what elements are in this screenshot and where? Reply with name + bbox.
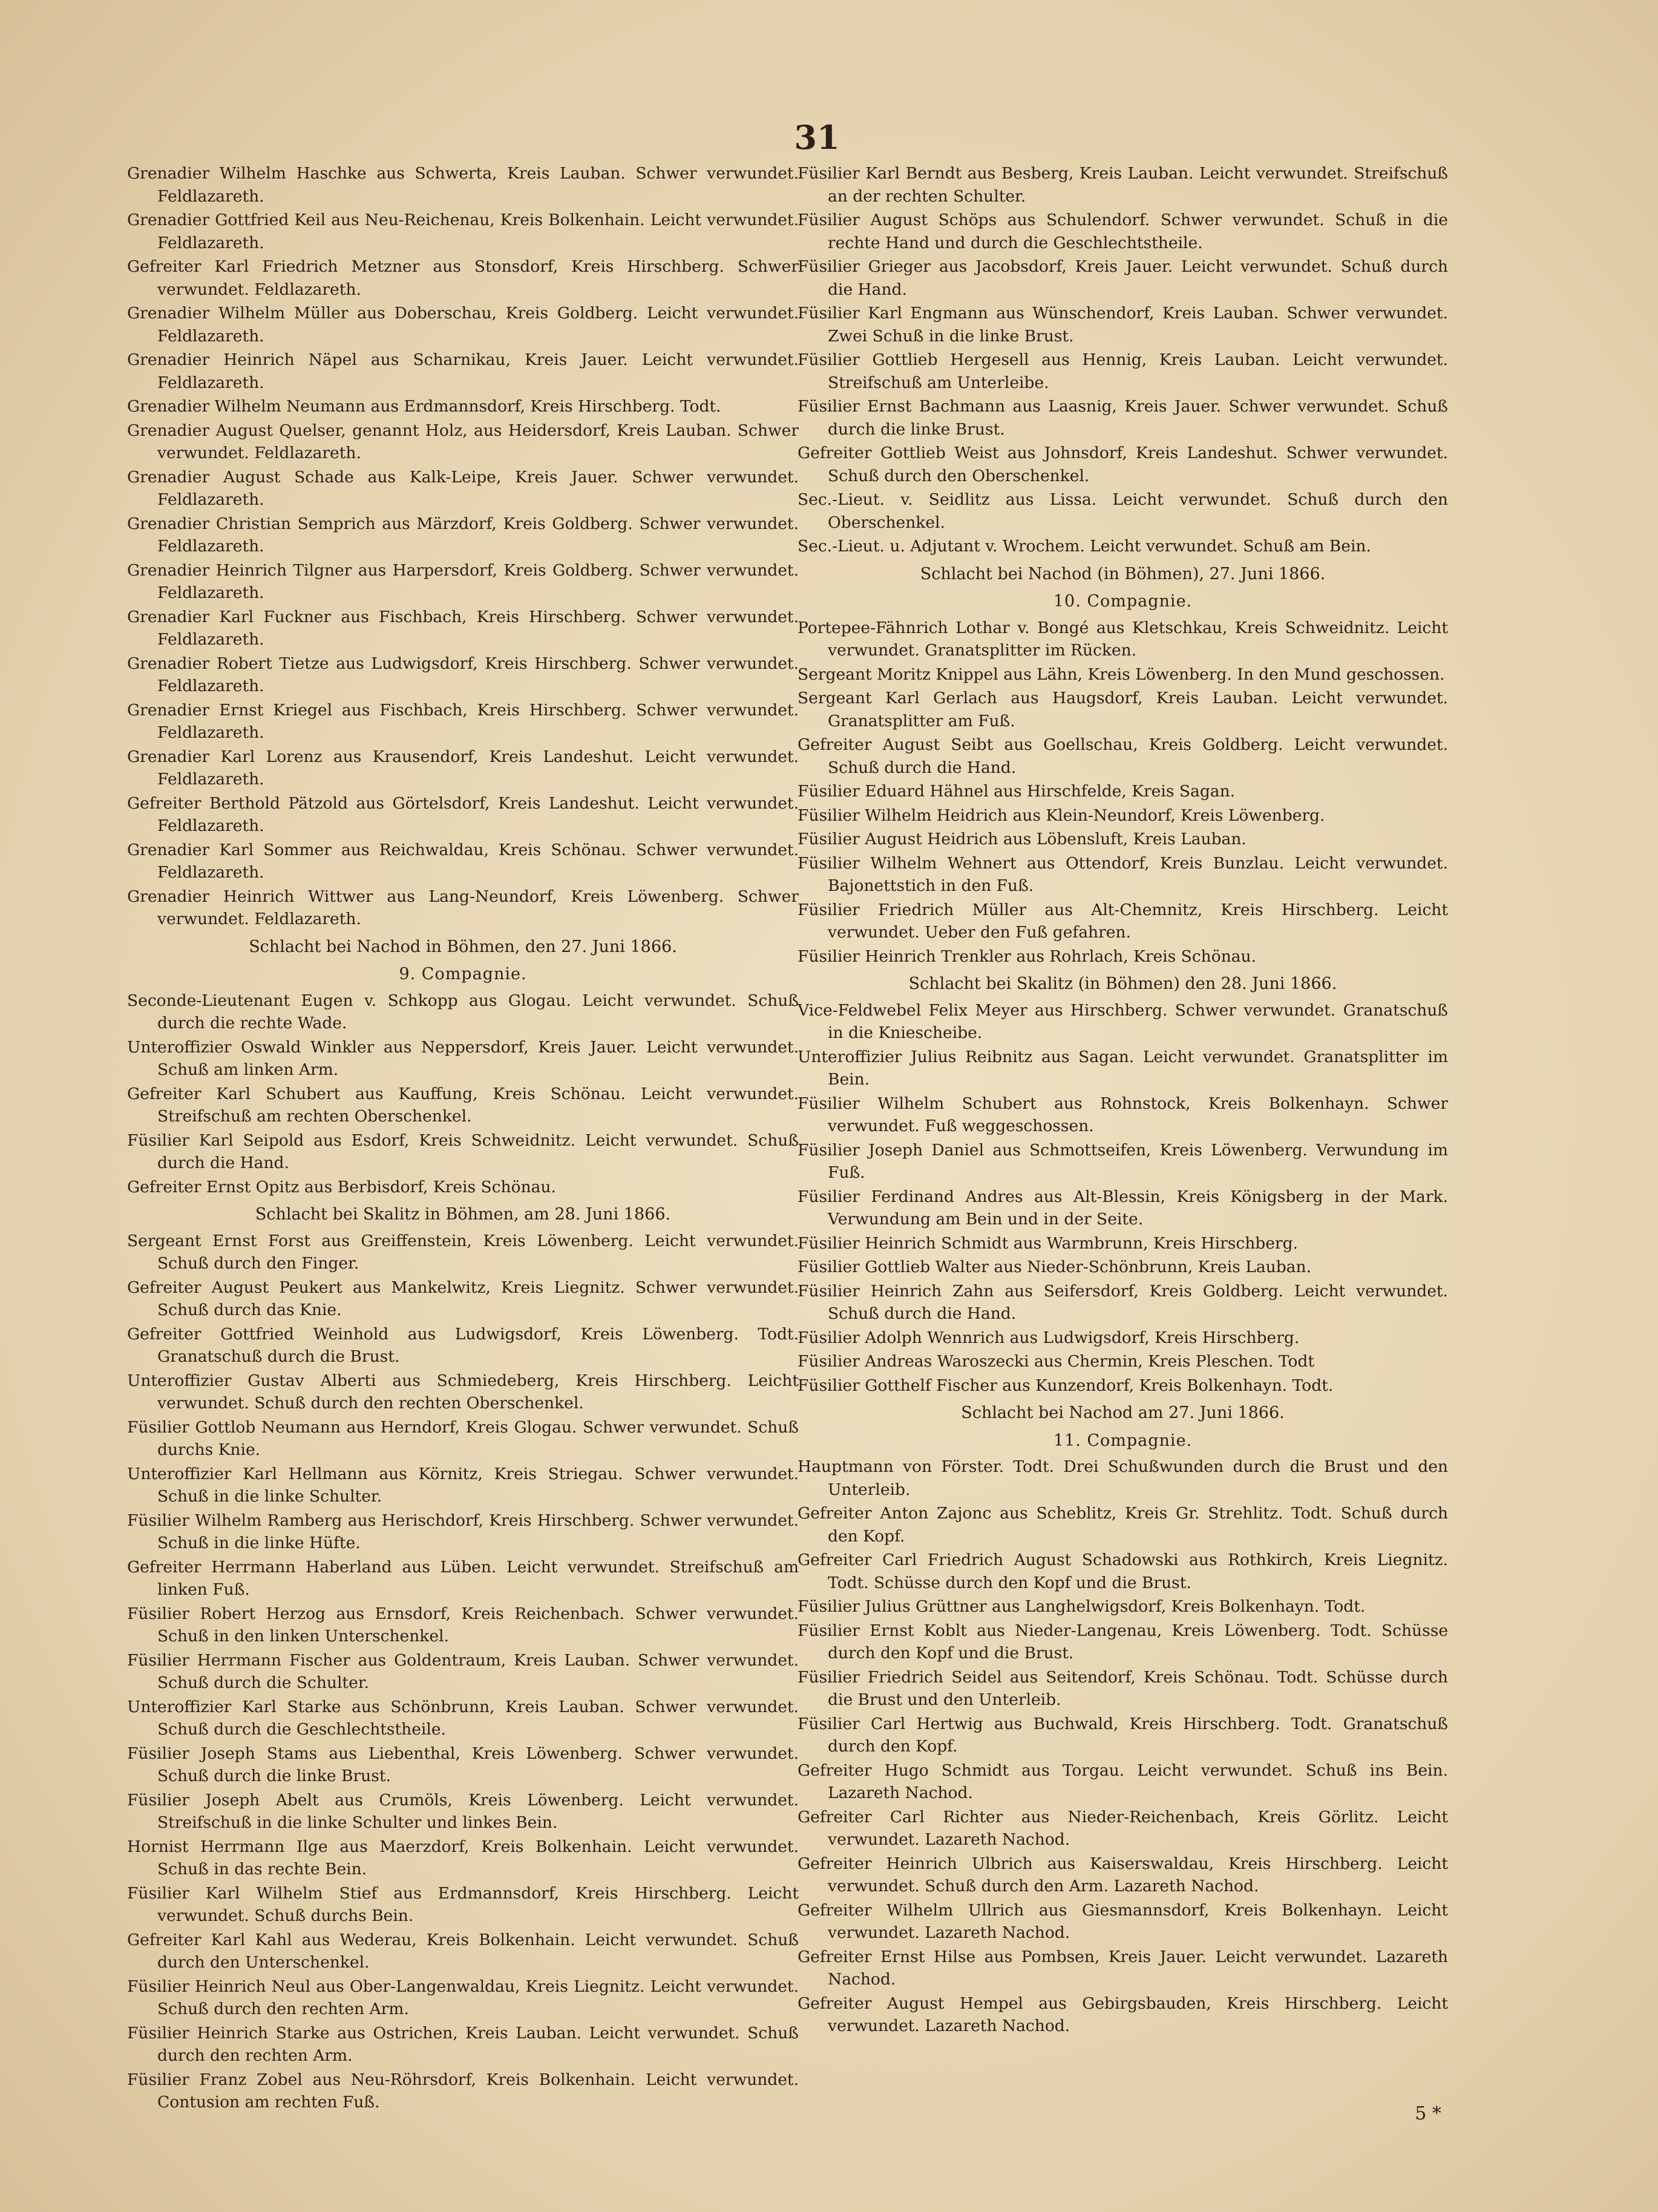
casualty-entry: Grenadier Karl Fuckner aus Fischbach, Kreis Hirschberg. Schwer verwundet. Feldlazareth.	[127, 607, 799, 649]
casualty-entry: Sec.-Lieut. v. Seidlitz aus Lissa. Leicht verwundet. Schuß durch den Oberschenkel.	[798, 490, 1448, 532]
casualty-entry: Seconde-Lieutenant Eugen v. Schkopp aus Glogau. Leicht verwundet. Schuß durch die rechte Wade.	[127, 991, 799, 1032]
casualty-entry: Gefreiter Karl Schubert aus Kauffung, Kreis Schönau. Leicht verwundet. Streifschuß am rechten Oberschenkel.	[127, 1084, 799, 1126]
casualty-entry: Füsilier Ferdinand Andres aus Alt-Blessin, Kreis Königsberg in der Mark. Verwundung am Bein und in der Seite.	[798, 1187, 1448, 1229]
casualty-entry: Grenadier Karl Sommer aus Reichwaldau, Kreis Schönau. Schwer verwundet. Feldlazareth.	[127, 840, 799, 882]
right-column	[798, 162, 1448, 2039]
casualty-entry: Gefreiter Karl Friedrich Metzner aus Stonsdorf, Kreis Hirschberg. Schwer verwundet. Feldlazareth.	[127, 257, 799, 299]
casualty-entry: Sergeant Ernst Forst aus Greiffenstein, Kreis Löwenberg. Leicht verwundet. Schuß durch den Finger.	[127, 1231, 799, 1273]
casualty-entry: Grenadier Christian Semprich aus Märzdorf, Kreis Goldberg. Schwer verwundet. Feldlazareth.	[127, 514, 799, 556]
casualty-entry: Füsilier Adolph Wennrich aus Ludwigsdorf, Kreis Hirschberg.	[798, 1328, 1300, 1347]
casualty-entry: Gefreiter Wilhelm Ullrich aus Giesmannsdorf, Kreis Bolkenhayn. Leicht verwundet. Lazareth Nachod.	[798, 1900, 1448, 1942]
casualty-entry: Füsilier Friedrich Seidel aus Seitendorf, Kreis Schönau. Todt. Schüsse durch die Brust und den Unterleib.	[798, 1667, 1448, 1709]
casualty-entry: Füsilier Franz Zobel aus Neu-Röhrsdorf, Kreis Bolkenhain. Leicht verwundet. Contusion am rechten Fuß.	[127, 2070, 799, 2112]
casualty-entry: Grenadier Wilhelm Haschke aus Schwerta, Kreis Lauban. Schwer verwundet. Feldlazareth.	[127, 164, 799, 206]
casualty-entry: Hornist Herrmann Ilge aus Maerzdorf, Kreis Bolkenhain. Leicht verwundet. Schuß in das rechte Bein.	[127, 1837, 799, 1879]
casualty-entry: Füsilier Heinrich Starke aus Ostrichen, Kreis Lauban. Leicht verwundet. Schuß durch den rechten Arm.	[127, 2023, 799, 2065]
casualty-entry: Füsilier Herrmann Fischer aus Goldentraum, Kreis Lauban. Schwer verwundet. Schuß durch die Schulter.	[127, 1650, 799, 1692]
casualty-entry: Gefreiter Gottfried Weinhold aus Ludwigsdorf, Kreis Löwenberg. Todt. Granatschuß durch die Brust.	[127, 1324, 799, 1366]
casualty-entry: Grenadier Karl Lorenz aus Krausendorf, Kreis Landeshut. Leicht verwundet. Feldlazareth.	[127, 747, 799, 789]
casualty-entry: Grenadier Robert Tietze aus Ludwigsdorf, Kreis Hirschberg. Schwer verwundet. Feldlazareth.	[127, 654, 799, 695]
casualty-entry: Füsilier Karl Engmann aus Wünschendorf, Kreis Lauban. Schwer verwundet. Zwei Schuß in die linke Brust.	[798, 304, 1448, 346]
casualty-entry: Portepee-Fähnrich Lothar v. Bongé aus Kletschkau, Kreis Schweidnitz. Leicht verwundet. Granatsplitter im Rücken.	[798, 618, 1448, 660]
casualty-entry: Füsilier Heinrich Neul aus Ober-Langenwaldau, Kreis Liegnitz. Leicht verwundet. Schuß durch den rechten Arm.	[127, 1977, 799, 2018]
casualty-entry: Füsilier Wilhelm Ramberg aus Herischdorf, Kreis Hirschberg. Schwer verwundet. Schuß in die linke Hüfte.	[127, 1511, 799, 1552]
casualty-entry: Füsilier Gottlieb Walter aus Nieder-Schönbrunn, Kreis Lauban.	[798, 1258, 1311, 1276]
casualty-entry: Grenadier Heinrich Wittwer aus Lang-Neundorf, Kreis Löwenberg. Schwer verwundet. Feldlazareth.	[127, 887, 799, 928]
casualty-entry: Gefreiter August Peukert aus Mankelwitz, Kreis Liegnitz. Schwer verwundet. Schuß durch das Knie.	[127, 1278, 799, 1319]
casualty-entry: Füsilier Friedrich Müller aus Alt-Chemnitz, Kreis Hirschberg. Leicht verwundet. Ueber den Fuß gefahren.	[798, 900, 1448, 942]
casualty-entry: Sergeant Moritz Knippel aus Lähn, Kreis Löwenberg. In den Mund geschossen.	[798, 665, 1445, 684]
page-number: 31	[794, 118, 840, 157]
casualty-entry: Unteroffizier Gustav Alberti aus Schmiedeberg, Kreis Hirschberg. Leicht verwundet. Schuß durch den rechten Oberschenkel.	[127, 1371, 799, 1413]
battle-heading: Schlacht bei Nachod am 27. Juni 1866.	[961, 1403, 1285, 1422]
casualty-entry: Gefreiter Heinrich Ulbrich aus Kaiserswaldau, Kreis Hirschberg. Leicht verwundet. Schuß durch den Arm. Lazareth Nachod.	[798, 1854, 1448, 1895]
company-heading: 11. Compagnie.	[1053, 1431, 1193, 1450]
casualty-entry: Gefreiter Karl Kahl aus Wederau, Kreis Bolkenhain. Leicht verwundet. Schuß durch den Unterschenkel.	[127, 1930, 799, 1972]
casualty-entry: Füsilier Julius Grüttner aus Langhelwigsdorf, Kreis Bolkenhayn. Todt.	[798, 1597, 1366, 1616]
casualty-entry: Gefreiter Ernst Opitz aus Berbisdorf, Kreis Schönau.	[127, 1177, 556, 1196]
casualty-entry: Unteroffizier Oswald Winkler aus Neppersdorf, Kreis Jauer. Leicht verwundet. Schuß am linken Arm.	[127, 1037, 799, 1079]
casualty-entry: Füsilier August Heidrich aus Löbensluft, Kreis Lauban.	[798, 830, 1247, 848]
casualty-entry: Gefreiter Berthold Pätzold aus Görtelsdorf, Kreis Landeshut. Leicht verwundet. Feldlazareth.	[127, 793, 799, 835]
casualty-entry: Grenadier Heinrich Näpel aus Scharnikau, Kreis Jauer. Leicht verwundet. Feldlazareth.	[127, 350, 799, 392]
left-column	[127, 162, 799, 2115]
signature-mark: 5 *	[1415, 2103, 1441, 2124]
casualty-entry: Füsilier Heinrich Trenkler aus Rohrlach, Kreis Schönau.	[798, 947, 1257, 966]
casualty-entry: Füsilier Karl Wilhelm Stief aus Erdmannsdorf, Kreis Hirschberg. Leicht verwundet. Schuß durchs Bein.	[127, 1883, 799, 1925]
battle-heading: Schlacht bei Skalitz (in Böhmen) den 28. Juni 1866.	[908, 974, 1337, 993]
casualty-entry: Vice-Feldwebel Felix Meyer aus Hirschberg. Schwer verwundet. Granatschuß in die Kniescheibe.	[798, 1000, 1448, 1042]
casualty-entry: Füsilier Wilhelm Wehnert aus Ottendorf, Kreis Bunzlau. Leicht verwundet. Bajonettstich in den Fuß.	[798, 853, 1448, 895]
casualty-entry: Füsilier Robert Herzog aus Ernsdorf, Kreis Reichenbach. Schwer verwundet. Schuß in den linken Unterschenkel.	[127, 1604, 799, 1646]
casualty-entry: Füsilier Joseph Stams aus Liebenthal, Kreis Löwenberg. Schwer verwundet. Schuß durch die linke Brust.	[127, 1744, 799, 1785]
casualty-entry: Füsilier Joseph Abelt aus Crumöls, Kreis Löwenberg. Leicht verwundet. Streifschuß in die linke Schulter und linkes Bein.	[127, 1790, 799, 1832]
casualty-entry: Füsilier Eduard Hähnel aus Hirschfelde, Kreis Sagan.	[798, 782, 1236, 801]
casualty-entry: Füsilier Karl Seipold aus Esdorf, Kreis Schweidnitz. Leicht verwundet. Schuß durch die Hand.	[127, 1131, 799, 1172]
casualty-entry: Gefreiter Anton Zajonc aus Scheblitz, Kreis Gr. Strehlitz. Todt. Schuß durch den Kopf.	[798, 1504, 1448, 1546]
casualty-entry: Füsilier Gottlob Neumann aus Herndorf, Kreis Glogau. Schwer verwundet. Schuß durchs Knie.	[127, 1417, 799, 1459]
casualty-entry: Unteroffizier Karl Hellmann aus Körnitz, Kreis Striegau. Schwer verwundet. Schuß in die linke Schulter.	[127, 1464, 799, 1506]
casualty-entry: Grenadier August Quelser, genannt Holz, aus Heidersdorf, Kreis Lauban. Schwer verwundet. Feldlazareth.	[127, 421, 799, 462]
casualty-entry: Gefreiter Carl Richter aus Nieder-Reichenbach, Kreis Görlitz. Leicht verwundet. Lazareth Nachod.	[798, 1807, 1448, 1849]
casualty-entry: Füsilier Heinrich Zahn aus Seifersdorf, Kreis Goldberg. Leicht verwundet. Schuß durch die Hand.	[798, 1281, 1448, 1323]
casualty-entry: Gefreiter Herrmann Haberland aus Lüben. Leicht verwundet. Streifschuß am linken Fuß.	[127, 1557, 799, 1599]
casualty-entry: Gefreiter Carl Friedrich August Schadowski aus Rothkirch, Kreis Liegnitz. Todt. Schüsse durch den Kopf und die Brust.	[798, 1551, 1448, 1592]
company-heading: 9. Compagnie.	[399, 965, 527, 983]
casualty-entry: Füsilier Joseph Daniel aus Schmottseifen, Kreis Löwenberg. Verwundung im Fuß.	[798, 1140, 1448, 1182]
casualty-entry: Füsilier Gottlieb Hergesell aus Hennig, Kreis Lauban. Leicht verwundet. Streifschuß am Unterleibe.	[798, 350, 1448, 392]
battle-heading: Schlacht bei Nachod in Böhmen, den 27. Juni 1866.	[249, 937, 677, 956]
casualty-entry: Füsilier Andreas Waroszecki aus Chermin, Kreis Pleschen. Todt	[798, 1352, 1315, 1371]
company-heading: 10. Compagnie.	[1053, 592, 1193, 611]
casualty-entry: Unteroffizier Karl Starke aus Schönbrunn, Kreis Lauban. Schwer verwundet. Schuß durch die Geschlechtstheile.	[127, 1697, 799, 1739]
casualty-entry: Grenadier Wilhelm Müller aus Doberschau, Kreis Goldberg. Leicht verwundet. Feldlazareth.	[127, 304, 799, 346]
casualty-entry: Gefreiter Gottlieb Weist aus Johnsdorf, Kreis Landeshut. Schwer verwundet. Schuß durch den Oberschenkel.	[798, 444, 1448, 485]
casualty-entry: Gefreiter Ernst Hilse aus Pombsen, Kreis Jauer. Leicht verwundet. Lazareth Nachod.	[798, 1947, 1448, 1989]
casualty-entry: Füsilier Ernst Koblt aus Nieder-Langenau, Kreis Löwenberg. Todt. Schüsse durch den Kopf und die Brust.	[798, 1621, 1448, 1662]
casualty-entry: Füsilier Karl Berndt aus Besberg, Kreis Lauban. Leicht verwundet. Streifschuß an der rechten Schulter.	[798, 164, 1448, 206]
casualty-entry: Sec.-Lieut. u. Adjutant v. Wrochem. Leicht verwundet. Schuß am Bein.	[798, 537, 1371, 556]
casualty-entry: Füsilier Grieger aus Jacobsdorf, Kreis Jauer. Leicht verwundet. Schuß durch die Hand.	[798, 257, 1448, 299]
casualty-entry: Füsilier Gotthelf Fischer aus Kunzendorf, Kreis Bolkenhayn. Todt.	[798, 1376, 1334, 1395]
casualty-entry: Füsilier Wilhelm Heidrich aus Klein-Neundorf, Kreis Löwenberg.	[798, 806, 1325, 825]
battle-heading: Schlacht bei Nachod (in Böhmen), 27. Juni 1866.	[920, 564, 1326, 583]
casualty-entry: Füsilier Carl Hertwig aus Buchwald, Kreis Hirschberg. Todt. Granatschuß durch den Kopf.	[798, 1714, 1448, 1756]
casualty-entry: Gefreiter August Hempel aus Gebirgsbauden, Kreis Hirschberg. Leicht verwundet. Lazareth Nachod.	[798, 1994, 1448, 2035]
casualty-entry: Sergeant Karl Gerlach aus Haugsdorf, Kreis Lauban. Leicht verwundet. Granatsplitter am Fuß.	[798, 689, 1448, 730]
casualty-entry: Grenadier August Schade aus Kalk-Leipe, Kreis Jauer. Schwer verwundet. Feldlazareth.	[127, 467, 799, 509]
casualty-entry: Füsilier Wilhelm Schubert aus Rohnstock, Kreis Bolkenhayn. Schwer verwundet. Fuß weggeschossen.	[798, 1094, 1448, 1135]
casualty-entry: Grenadier Heinrich Tilgner aus Harpersdorf, Kreis Goldberg. Schwer verwundet. Feldlazareth.	[127, 560, 799, 602]
casualty-entry: Gefreiter August Seibt aus Goellschau, Kreis Goldberg. Leicht verwundet. Schuß durch die Hand.	[798, 735, 1448, 777]
casualty-entry: Unteroffizier Julius Reibnitz aus Sagan. Leicht verwundet. Granatsplitter im Bein.	[798, 1047, 1448, 1089]
casualty-entry: Gefreiter Hugo Schmidt aus Torgau. Leicht verwundet. Schuß ins Bein. Lazareth Nachod.	[798, 1761, 1448, 1802]
casualty-entry: Füsilier Ernst Bachmann aus Laasnig, Kreis Jauer. Schwer verwundet. Schuß durch die linke Brust.	[798, 397, 1448, 439]
casualty-entry: Grenadier Ernst Kriegel aus Fischbach, Kreis Hirschberg. Schwer verwundet. Feldlazareth.	[127, 700, 799, 742]
casualty-entry: Füsilier August Schöps aus Schulendorf. Schwer verwundet. Schuß in die rechte Hand und durch die Geschlechtstheile.	[798, 211, 1448, 252]
casualty-entry: Füsilier Heinrich Schmidt aus Warmbrunn, Kreis Hirschberg.	[798, 1233, 1298, 1253]
casualty-entry: Hauptmann von Förster. Todt. Drei Schußwunden durch die Brust und den Unterleib.	[798, 1457, 1448, 1499]
casualty-entry: Grenadier Gottfried Keil aus Neu-Reichenau, Kreis Bolkenhain. Leicht verwundet. Feldlazareth.	[127, 211, 799, 252]
battle-heading: Schlacht bei Skalitz in Böhmen, am 28. Juni 1866.	[255, 1205, 671, 1224]
casualty-entry: Grenadier Wilhelm Neumann aus Erdmannsdorf, Kreis Hirschberg. Todt.	[127, 397, 721, 416]
